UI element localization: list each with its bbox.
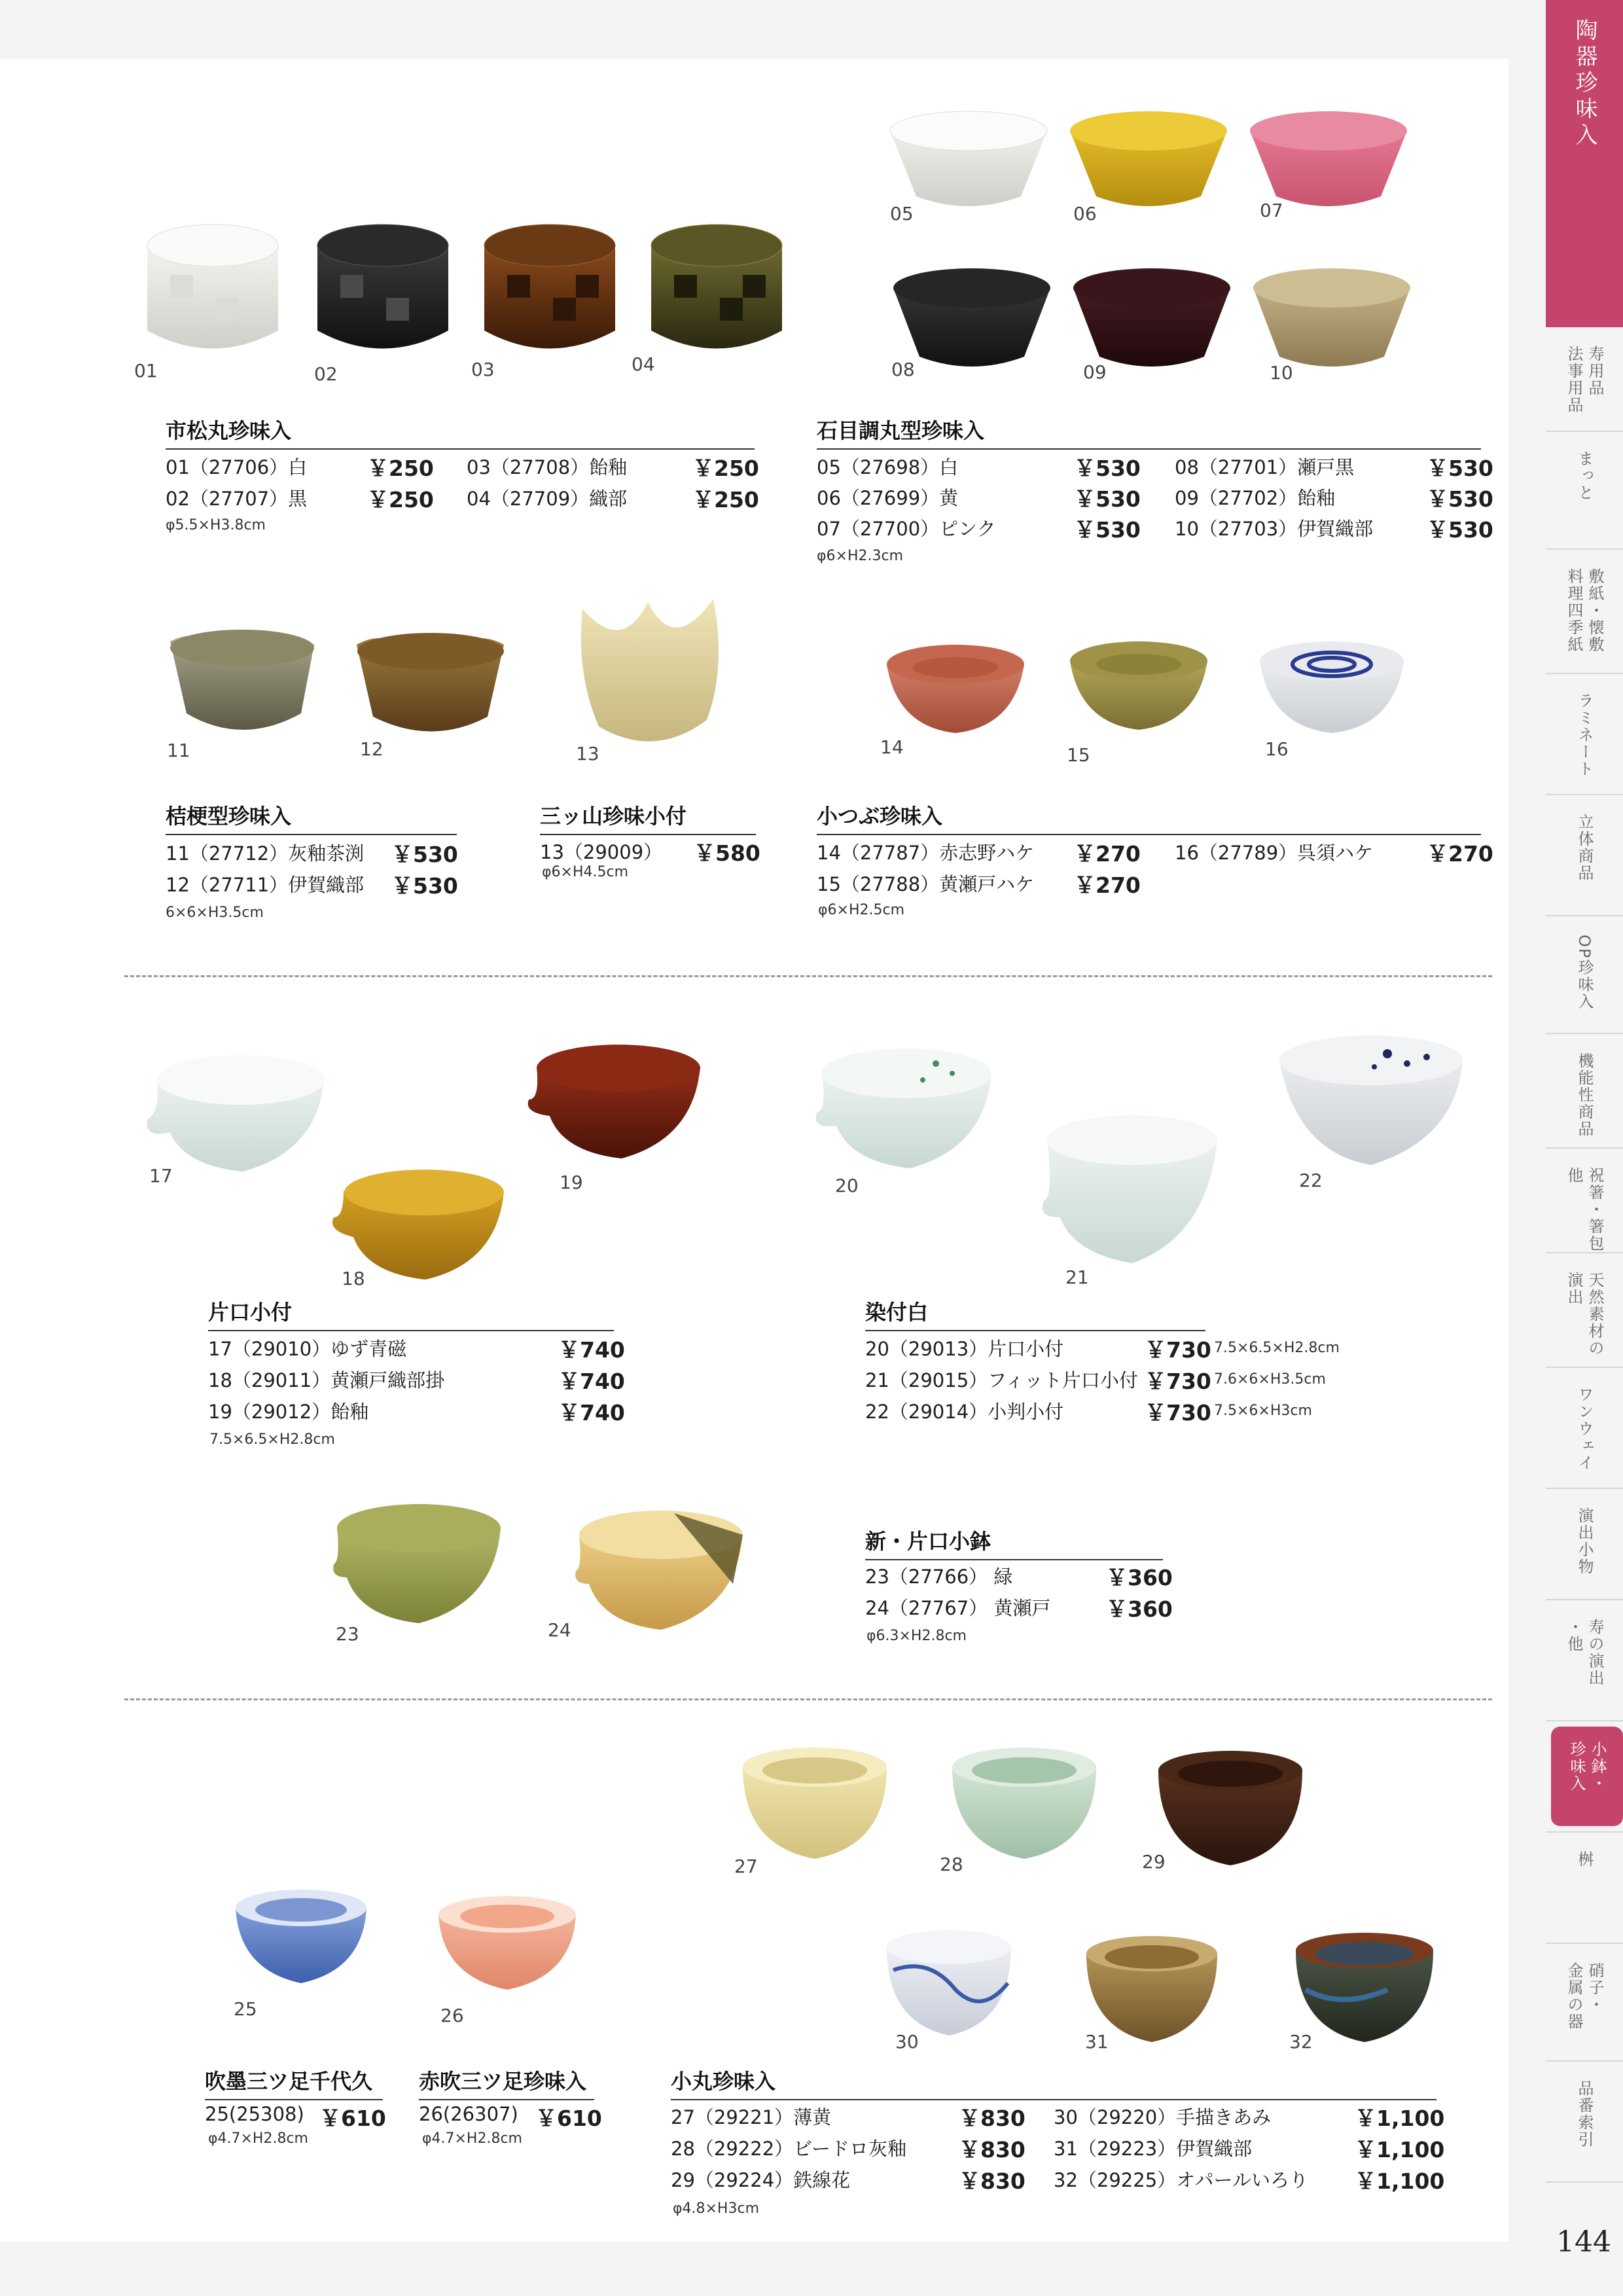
price-row xyxy=(817,453,1141,482)
item-number: 16 xyxy=(1265,738,1289,760)
item-number: 20 xyxy=(835,1175,859,1196)
sidebar-tab[interactable] xyxy=(1546,550,1623,674)
bowl-10 xyxy=(1253,268,1410,367)
item-number: 29 xyxy=(1142,1851,1166,1873)
sidebar-tab[interactable] xyxy=(1546,1149,1623,1253)
bowl-28 xyxy=(952,1748,1096,1859)
item-number: 18 xyxy=(342,1268,365,1289)
item-number: 19 xyxy=(560,1172,583,1193)
price-row xyxy=(1054,2134,1445,2163)
item-price: ￥730 xyxy=(1145,1369,1211,1394)
dimensions: φ6×H4.5cm xyxy=(542,864,628,880)
dimensions: φ6×H2.5cm xyxy=(818,902,904,918)
bowl-03 xyxy=(484,224,615,349)
bowl-23 xyxy=(333,1504,501,1623)
bowl-13 xyxy=(581,599,719,742)
item-code: 13（29009） xyxy=(540,841,663,863)
bowl-12 xyxy=(357,633,504,732)
price-row xyxy=(817,838,1141,867)
bowl-24 xyxy=(575,1511,743,1630)
sidebar-tab-active[interactable] xyxy=(1546,0,1623,327)
item-number: 04 xyxy=(632,353,655,375)
item-number: 03 xyxy=(471,359,495,380)
tab-label: 祝箸・箸包 他 xyxy=(1565,1167,1604,1252)
item-price: ￥360 xyxy=(1106,1565,1173,1590)
price-row xyxy=(208,1335,625,1363)
item-price: ￥250 xyxy=(692,487,759,512)
section-divider xyxy=(124,975,1492,977)
price-row xyxy=(671,2134,1026,2163)
item-code: 18（29011）黄瀬戸織部掛 xyxy=(208,1369,445,1391)
bowl-27 xyxy=(743,1748,887,1859)
tab-label: ラミネート xyxy=(1575,692,1594,778)
item-number: 22 xyxy=(1299,1170,1323,1191)
item-code: 23（27766） 緑 xyxy=(865,1566,1013,1588)
item-number: 09 xyxy=(1083,361,1107,383)
tab-label: 敷紙・懐敷 料理四季紙 xyxy=(1565,568,1604,653)
price-row xyxy=(865,1594,1173,1623)
section-title-fukizumi: 吹墨三ツ足千代久 xyxy=(205,2065,383,2100)
price-row xyxy=(1054,2103,1445,2132)
section-title-kikyo: 桔梗型珍味入 xyxy=(166,800,457,835)
item-number: 05 xyxy=(890,203,914,224)
tab-label: まっと xyxy=(1575,450,1594,501)
item-number: 06 xyxy=(1073,203,1097,224)
item-code: 12（27711）伊賀織部 xyxy=(166,874,365,896)
dimensions: φ6×H2.3cm xyxy=(817,548,903,564)
bowl-26 xyxy=(438,1896,576,1990)
tab-label: 硝子・ 金属の器 xyxy=(1565,1962,1604,2030)
bowl-04 xyxy=(651,224,782,349)
section-title-katakuchi: 片口小付 xyxy=(208,1296,614,1331)
dimensions: φ5.5×H3.8cm xyxy=(166,517,266,533)
price-row xyxy=(419,2103,602,2132)
price-row xyxy=(467,453,759,482)
item-price: ￥530 xyxy=(1074,517,1141,543)
bowl-14 xyxy=(887,645,1024,733)
item-number: 31 xyxy=(1085,2031,1109,2053)
item-price: ￥740 xyxy=(558,1369,625,1394)
sidebar-tab[interactable] xyxy=(1546,1489,1623,1600)
price-row xyxy=(1175,838,1493,867)
item-code: 09（27702）飴釉 xyxy=(1175,487,1336,509)
item-price: ￥740 xyxy=(558,1337,625,1363)
item-code: 32（29225）オパールいろり xyxy=(1054,2169,1308,2191)
item-price: ￥530 xyxy=(1427,517,1493,543)
tab-label: 天然素材の 演出 xyxy=(1565,1272,1604,1357)
bowl-01 xyxy=(147,224,278,349)
bowl-17 xyxy=(147,1055,325,1172)
bowl-09 xyxy=(1073,268,1230,367)
price-row xyxy=(865,1335,1340,1363)
item-code: 30（29220）手描きあみ xyxy=(1054,2106,1272,2128)
bowl-18 xyxy=(332,1170,504,1280)
section-title-sometsuke: 染付白 xyxy=(865,1296,1205,1331)
item-code: 15（27788）黄瀬戸ハケ xyxy=(817,873,1035,895)
item-price: ￥1,100 xyxy=(1355,2106,1445,2131)
price-row xyxy=(817,484,1141,512)
price-row xyxy=(467,484,759,513)
tab-label: 陶器珍味入 xyxy=(1571,18,1597,149)
bowl-08 xyxy=(893,268,1050,367)
item-price: ￥270 xyxy=(1074,872,1141,898)
dimensions: 7.5×6.5×H2.8cm xyxy=(1214,1340,1340,1356)
tab-label: 寿用品 法事用品 xyxy=(1565,346,1604,414)
dimensions: φ4.7×H2.8cm xyxy=(208,2130,308,2147)
price-row xyxy=(205,2103,386,2132)
item-number: 17 xyxy=(149,1165,173,1187)
tab-label: 演出小物 xyxy=(1575,1507,1594,1575)
price-row xyxy=(208,1366,625,1395)
item-code: 16（27789）呉須ハケ xyxy=(1175,842,1374,864)
sidebar-tab[interactable] xyxy=(1546,1253,1623,1368)
tab-label: OP珍味入 xyxy=(1575,935,1594,1011)
item-code: 04（27709）織部 xyxy=(467,488,628,510)
bowl-16 xyxy=(1260,641,1404,733)
item-code: 10（27703）伊賀織部 xyxy=(1175,518,1374,540)
sidebar-tab[interactable] xyxy=(1546,795,1623,916)
item-code: 21（29015）フィット片口小付 xyxy=(865,1369,1138,1391)
sidebar-tab[interactable] xyxy=(1546,674,1623,795)
tab-label: 品番索引 xyxy=(1575,2080,1594,2148)
bowl-19 xyxy=(528,1045,700,1158)
item-price: ￥830 xyxy=(959,2168,1026,2194)
sidebar-tab[interactable] xyxy=(1546,2062,1623,2183)
item-price: ￥1,100 xyxy=(1355,2137,1445,2162)
bowl-05 xyxy=(890,111,1047,206)
item-price: ￥360 xyxy=(1106,1596,1173,1622)
item-number: 23 xyxy=(336,1623,359,1645)
item-price: ￥270 xyxy=(1427,841,1493,867)
price-row xyxy=(166,839,458,868)
item-price: ￥250 xyxy=(367,456,434,481)
item-number: 15 xyxy=(1067,744,1090,766)
sidebar-tab[interactable] xyxy=(1546,327,1623,432)
tab-label: 寿の演出 ・他 xyxy=(1565,1619,1604,1687)
item-code: 24（27767） 黄瀬戸 xyxy=(865,1597,1051,1619)
section-divider xyxy=(124,1698,1492,1700)
item-code: 05（27698）白 xyxy=(817,456,959,478)
item-price: ￥730 xyxy=(1145,1400,1211,1426)
item-code: 31（29223）伊賀織部 xyxy=(1054,2138,1253,2160)
bowl-06 xyxy=(1070,111,1227,206)
sidebar-tab[interactable] xyxy=(1546,1944,1623,2062)
item-number: 10 xyxy=(1270,362,1293,384)
tab-label: ワンウェイ xyxy=(1575,1386,1594,1471)
bowl-15 xyxy=(1070,641,1207,730)
item-code: 11（27712）灰釉茶渕 xyxy=(166,842,365,865)
category-sidebar xyxy=(1546,0,1623,2296)
dimensions: 7.5×6.5×H2.8cm xyxy=(209,1431,335,1448)
item-number: 26 xyxy=(440,2005,464,2026)
bowl-20 xyxy=(816,1049,991,1168)
item-number: 07 xyxy=(1260,200,1283,221)
price-row xyxy=(1175,484,1493,512)
item-price: ￥250 xyxy=(692,456,759,481)
page-number: 144 xyxy=(1556,2225,1611,2259)
item-code: 01（27706）白 xyxy=(166,456,308,478)
sidebar-tab-current[interactable] xyxy=(1546,1721,1623,1833)
item-price: ￥580 xyxy=(694,840,760,866)
section-title-ishime: 石目調丸型珍味入 xyxy=(817,414,1481,450)
item-number: 02 xyxy=(314,363,338,385)
tab-label: 機能性商品 xyxy=(1575,1052,1594,1138)
bowl-21 xyxy=(1043,1115,1217,1263)
item-price: ￥730 xyxy=(1145,1337,1211,1363)
item-number: 01 xyxy=(134,360,158,382)
sidebar-tab[interactable] xyxy=(1546,1833,1623,1944)
bowl-32 xyxy=(1296,1933,1433,2042)
item-code: 29（29224）鉄線花 xyxy=(671,2169,851,2191)
item-code: 07（27700）ピンク xyxy=(817,518,996,540)
tab-label: 小鉢・ 珍味入 xyxy=(1567,1741,1607,1792)
section-title-shin: 新・片口小鉢 xyxy=(865,1525,1163,1560)
item-number: 13 xyxy=(576,743,599,764)
price-row xyxy=(817,514,1141,543)
item-number: 21 xyxy=(1065,1266,1089,1288)
sidebar-tab[interactable] xyxy=(1546,916,1623,1034)
item-code: 26(26307) xyxy=(419,2103,518,2125)
item-code: 25(25308) xyxy=(205,2103,304,2125)
dimensions: φ4.7×H2.8cm xyxy=(422,2130,522,2147)
price-row xyxy=(540,838,760,867)
section-title-komaru: 小丸珍味入 xyxy=(671,2065,1436,2100)
section-title-akafuki: 赤吹三ツ足珍味入 xyxy=(419,2065,594,2100)
item-price: ￥1,100 xyxy=(1355,2168,1445,2194)
item-price: ￥530 xyxy=(1074,456,1141,481)
item-price: ￥610 xyxy=(535,2106,602,2131)
sidebar-tab[interactable] xyxy=(1546,1034,1623,1149)
price-row xyxy=(166,484,434,513)
bowl-11 xyxy=(170,630,314,730)
dimensions: 7.5×6×H3cm xyxy=(1214,1403,1312,1419)
item-code: 27（29221）薄黄 xyxy=(671,2106,832,2128)
bowl-29 xyxy=(1158,1751,1302,1865)
item-price: ￥530 xyxy=(1427,456,1493,481)
price-row xyxy=(1175,514,1493,543)
item-price: ￥530 xyxy=(1074,486,1141,512)
item-number: 11 xyxy=(167,740,190,761)
item-code: 28（29222）ビードロ灰釉 xyxy=(671,2138,906,2160)
item-number: 08 xyxy=(891,359,915,380)
price-row xyxy=(865,1562,1173,1591)
item-code: 14（27787）赤志野ハケ xyxy=(817,842,1035,864)
dimensions: φ4.8×H3cm xyxy=(673,2200,759,2217)
bowl-31 xyxy=(1086,1936,1217,2042)
item-code: 02（27707）黒 xyxy=(166,488,308,510)
item-number: 27 xyxy=(734,1856,758,1877)
price-row xyxy=(865,1397,1312,1426)
item-code: 17（29010）ゆず青磁 xyxy=(208,1338,407,1360)
price-row xyxy=(671,2166,1026,2195)
section-title-mitsuyama: 三ッ山珍味小付 xyxy=(540,800,756,835)
sidebar-tab[interactable] xyxy=(1546,1368,1623,1489)
bowl-07 xyxy=(1250,111,1407,206)
sidebar-tab[interactable] xyxy=(1546,1600,1623,1721)
section-title-kotsubu: 小つぶ珍味入 xyxy=(817,800,1481,835)
dimensions: φ6.3×H2.8cm xyxy=(866,1628,967,1644)
item-code: 22（29014）小判小付 xyxy=(865,1401,1064,1423)
price-row xyxy=(166,870,458,899)
item-code: 08（27701）瀬戸黒 xyxy=(1175,456,1355,478)
price-row xyxy=(671,2103,1026,2132)
item-number: 14 xyxy=(880,736,904,758)
item-code: 06（27699）黄 xyxy=(817,487,959,509)
item-price: ￥740 xyxy=(558,1400,625,1426)
bowl-30 xyxy=(887,1930,1011,2036)
price-row xyxy=(817,870,1141,899)
price-row xyxy=(208,1397,625,1426)
item-price: ￥530 xyxy=(391,873,458,899)
item-number: 28 xyxy=(940,1854,963,1875)
item-price: ￥830 xyxy=(959,2137,1026,2162)
dimensions: 7.6×6×H3.5cm xyxy=(1214,1371,1326,1388)
item-price: ￥530 xyxy=(1427,486,1493,512)
item-price: ￥830 xyxy=(959,2106,1026,2131)
item-number: 32 xyxy=(1289,2031,1313,2053)
dimensions: 6×6×H3.5cm xyxy=(166,905,264,921)
tab-label: 立体商品 xyxy=(1575,814,1594,882)
item-number: 12 xyxy=(360,738,383,760)
item-code: 20（29013）片口小付 xyxy=(865,1338,1064,1360)
bowl-25 xyxy=(236,1890,366,1983)
item-number: 24 xyxy=(548,1619,571,1641)
item-price: ￥250 xyxy=(367,487,434,512)
sidebar-tab[interactable] xyxy=(1546,432,1623,550)
item-number: 30 xyxy=(895,2031,919,2053)
item-number: 25 xyxy=(234,1998,257,2020)
bowl-02 xyxy=(317,224,448,349)
item-price: ￥270 xyxy=(1074,841,1141,867)
price-row xyxy=(166,453,434,482)
section-title-ichimatsu: 市松丸珍味入 xyxy=(166,414,755,450)
price-row xyxy=(1175,453,1493,482)
item-code: 03（27708）飴釉 xyxy=(467,456,628,478)
bowl-22 xyxy=(1279,1035,1463,1165)
tab-label: 桝 xyxy=(1575,1851,1594,1868)
tab-highlight xyxy=(1551,1727,1623,1826)
item-price: ￥530 xyxy=(391,842,458,867)
price-row xyxy=(1054,2166,1445,2195)
price-row xyxy=(865,1366,1326,1395)
item-code: 19（29012）飴釉 xyxy=(208,1401,369,1423)
item-price: ￥610 xyxy=(319,2106,386,2131)
